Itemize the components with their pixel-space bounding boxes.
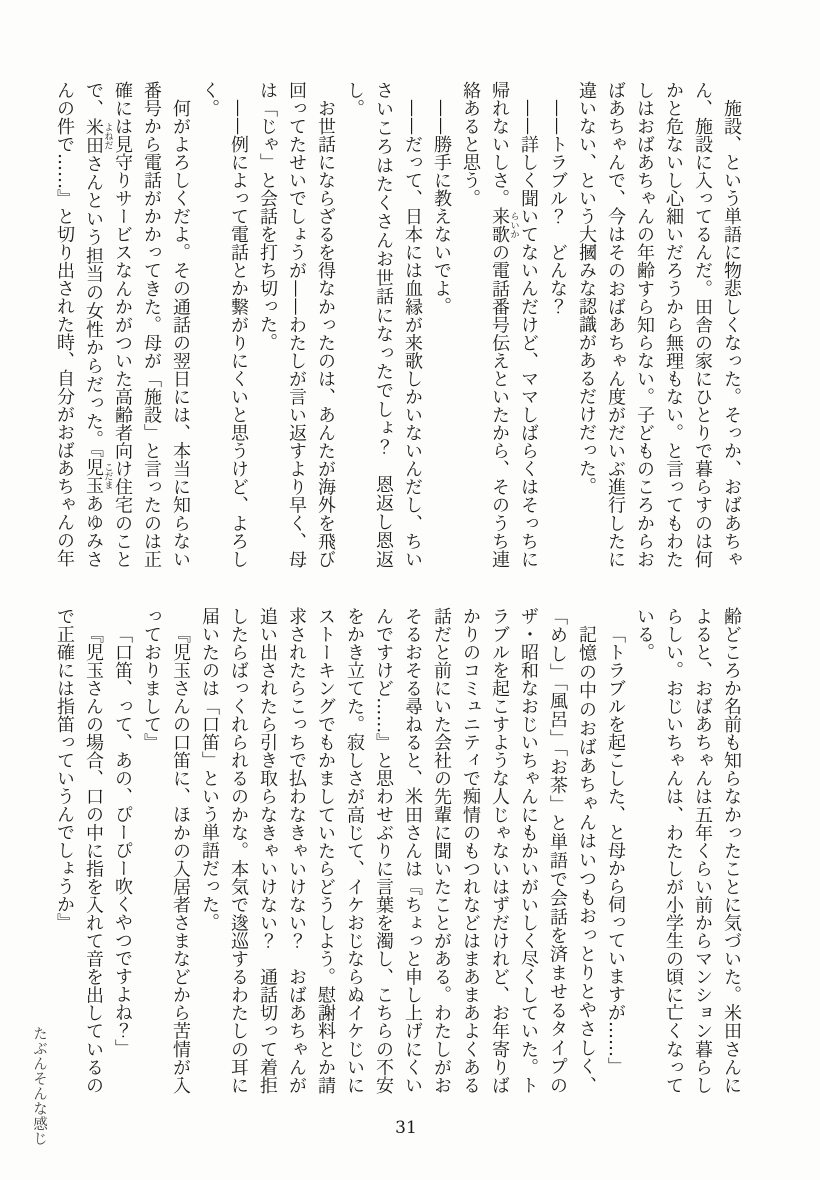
paragraph: 『児玉さんの場合、口の中に指を入れて音を出しているので正確には指笛っていうんでしょうか』 bbox=[54, 607, 104, 1094]
furigana-ruby: 児玉こだま bbox=[83, 458, 113, 495]
paragraph: ——だって、日本には血縁が来歌しかいないんだし、ちいさいころはたくさんお世話になったでしょ？ 恩返し恩返し。 bbox=[344, 81, 423, 568]
paragraph: 『児玉さんの口笛に、ほかの入居者さまなどから苦情が入っておりまして』 bbox=[141, 607, 191, 1094]
text-band-lower bbox=[50, 607, 746, 1094]
text-band-upper bbox=[50, 81, 746, 568]
furigana-ruby: 来歌らいか bbox=[489, 207, 519, 244]
furigana-ruby: 米田よねだ bbox=[83, 117, 113, 155]
paragraph: 何がよろしくだよ。その通話の翌日には、本当に知らない番号から電話がかかってきた。母が「施設」と言ったのは正確には見守りサービスなんかがついた高齢者向け住宅のことで、米田よねださんという担当の女性からだった。『児玉こだまあゆみさんの件で……』と切り出された時、自分がおばあちゃんの年 bbox=[54, 81, 191, 569]
paragraph: ——勝手に教えないでよ。 bbox=[431, 99, 452, 315]
paragraph: お世話にならざるを得なかったのは、あんたが海外を飛び回ってたせいでしょうが——わたしが言い返すより早く、母は「じゃ」と会話を打ち切った。 bbox=[257, 81, 336, 568]
paragraph: 齢どころか名前も知らなかったことに気づいた。米田さんによると、おばあちゃんは五年くらい前からマンション暮らしらしい。おじいちゃんは、わたしが小学生の頃に亡くなっている。 bbox=[634, 607, 742, 1094]
page-number: 31 bbox=[395, 1118, 417, 1138]
paragraph: 「口笛、って、あの、ぴーぴー吹くやつですよね？」 bbox=[112, 625, 133, 1057]
paragraph: 「トラブルを起こした、と母から伺っていますが……」 bbox=[605, 625, 626, 1075]
paragraph: ——トラブル？ どんな？ bbox=[547, 99, 568, 315]
margin-note: たぶんそんな感じ bbox=[31, 1026, 47, 1146]
paragraph: ——例によって電話とか繋がりにくいと思うけど、よろしく。 bbox=[199, 81, 249, 568]
paragraph: ——詳しく聞いてないんだけど、ママしばらくはそっちに帰れないしさ。来歌らいかの電話番号伝えといたから、そのうち連絡あると思う。 bbox=[460, 81, 539, 569]
paragraph: 記憶の中のおばあちゃんはいつもおっとりとやさしく、「めし」「風呂」「お茶」と単語で会話を済ませるタイプのザ・昭和なおじいちゃんにもかいがいしく尽くしていた。トラブルを起こすような人じゃないはずだけれど、お年寄りばかりのコミュニティで痴情のもつれなどはまあまあよくある話だと前にいた会社の先輩に聞いたことがある。わたしがおそるおそる尋ねると、米田さんは『ちょっと申し上げにくいんですけど……』と思わせぶりに言葉を濁し、こちらの不安をかき立てた。寂しさが高じて、イケおじならぬイケじいにストーキングでもかましていたらどうしよう。慰謝料とか請求されたらこっちで払わなきゃいけない？ おばあちゃんが追い出されたら引き取らなきゃいけない？ 通話切って着拒したらばっくれられるのかな。本気で逡巡するわたしの耳に届いたのは「口笛」という単語だった。 bbox=[199, 607, 597, 1094]
paragraph: 施設、という単語に物悲しくなった。そっか、おばあちゃん、施設に入ってるんだ。田舎の家にひとりで暮らすのは何かと危ないし心細いだろうから無理もない。と言ってもわたしはおばあちゃんの年齢すら知らない。子どものころからおばあちゃんで、今はそのおばあちゃん度がだいぶ進行したに違いない、という大摑みな認識があるだけだった。 bbox=[576, 81, 742, 568]
